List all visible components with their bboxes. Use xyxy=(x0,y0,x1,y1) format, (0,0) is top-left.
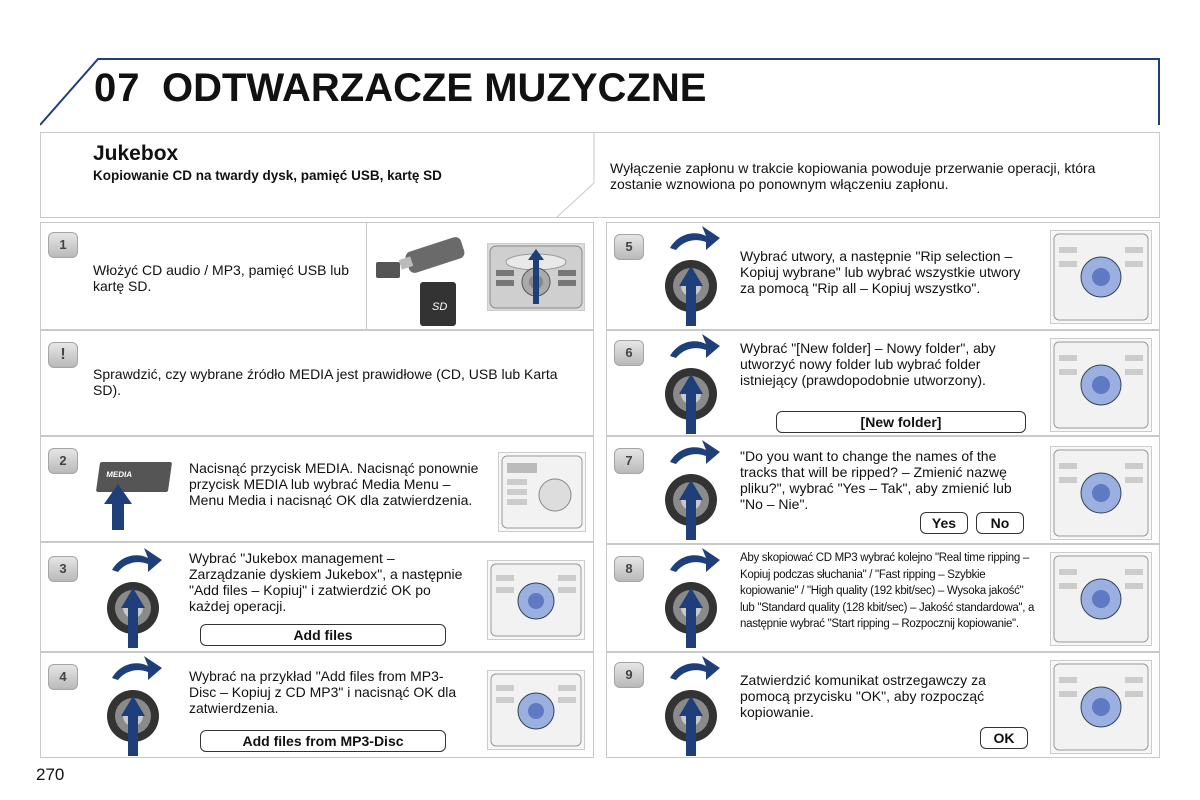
rotary-knob-icon xyxy=(102,654,164,756)
section-subtitle: Kopiowanie CD na twardy dysk, pamięć USB, kartę SD xyxy=(93,168,442,183)
step-1-badge: 1 xyxy=(48,232,78,258)
step-1-text: Włożyć CD audio / MP3, pamięć USB lub kartę SD. xyxy=(93,262,349,294)
ignition-note: Wyłączenie zapłonu w trakcie kopiowania powoduje przerwanie operacji, która zostanie wznowiona po ponownym włączeniu zapłonu. xyxy=(610,160,1096,192)
step-2-badge: 2 xyxy=(48,448,78,474)
no-option: No xyxy=(976,512,1024,534)
step-3-badge: 3 xyxy=(48,556,78,582)
rotary-knob-icon xyxy=(660,332,722,434)
rotary-knob-icon xyxy=(660,546,722,648)
step-7-text: "Do you want to change the names of the tracks that will be ripped? – Zmienić nazwę pliku?", wybrać "Yes – Tak", aby zmienić lub "No – Nie". xyxy=(740,448,1012,512)
step-8-badge: 8 xyxy=(614,556,644,582)
console-image xyxy=(1050,338,1152,432)
rotary-knob-icon xyxy=(660,224,722,326)
rotary-knob-icon xyxy=(102,546,164,648)
step-2-text: Nacisnąć przycisk MEDIA. Nacisnąć ponownie przycisk MEDIA lub wybrać Media Menu – Menu Media i nacisnąć OK dla zatwierdzenia. xyxy=(189,460,479,508)
section-title: Jukebox xyxy=(93,142,179,165)
step-9-badge: 9 xyxy=(614,662,644,688)
warning-badge: ! xyxy=(48,342,78,368)
svg-text:SD: SD xyxy=(432,301,448,313)
step-6-text: Wybrać "[New folder] – Nowy folder", aby utworzyć nowy folder lub wybrać folder istniejący (prawdopodobnie utworzony). xyxy=(740,340,996,388)
console-image xyxy=(1050,552,1152,646)
add-files-option: Add files xyxy=(200,624,446,646)
console-image xyxy=(498,452,586,532)
new-folder-option: [New folder] xyxy=(776,411,1026,433)
step-4-text: Wybrać na przykład "Add files from MP3-Disc – Kopiuj z CD MP3" i nacisnąć OK dla zatwierdzenia. xyxy=(189,668,457,716)
cd-slot-console-image xyxy=(487,243,585,311)
rotary-knob-icon xyxy=(660,654,722,756)
step-6-badge: 6 xyxy=(614,340,644,366)
step-8-text: Aby skopiować CD MP3 wybrać kolejno "Real time ripping – Kopiuj podczas słuchania" / "Fast ripping – Szybkie kopiowanie" / "High quality (192 kbit/sec) – Wysoka jakość" lub "Standard quality (128 kbit/sec) – Jakość standardowa", a następnie wybrać "Start ripping – Rozpocznij kopiowanie". xyxy=(740,552,1035,630)
page-number: 270 xyxy=(36,765,65,784)
console-image xyxy=(1050,446,1152,540)
console-image xyxy=(487,560,585,640)
console-image xyxy=(1050,230,1152,324)
rotary-knob-icon xyxy=(660,438,722,540)
media-button-image: MEDIA xyxy=(96,462,172,492)
console-image xyxy=(1050,660,1152,754)
yes-option: Yes xyxy=(920,512,968,534)
intro-divider xyxy=(536,133,596,219)
step-9-text: Zatwierdzić komunikat ostrzegawczy za pomocą przycisku "OK", aby rozpocząć kopiowanie. xyxy=(740,672,986,720)
add-files-mp3-option: Add files from MP3-Disc xyxy=(200,730,446,752)
chapter-title: ODTWARZACZE MUZYCZNE xyxy=(162,66,707,110)
step-4-badge: 4 xyxy=(48,664,78,690)
up-arrow-icon xyxy=(104,484,132,530)
usb-sd-icon xyxy=(372,228,472,326)
step-7-badge: 7 xyxy=(614,448,644,474)
step-3-text: Wybrać "Jukebox management – Zarządzanie dyskiem Jukebox", a następnie "Add files – Kopiuj" i zatwierdzić OK po każdej operacji. xyxy=(189,550,463,614)
console-image xyxy=(487,670,585,750)
warning-text: Sprawdzić, czy wybrane źródło MEDIA jest prawidłowe (CD, USB lub Karta SD). xyxy=(93,366,558,398)
chapter-number: 07 xyxy=(94,66,141,110)
step-5-text: Wybrać utwory, a następnie "Rip selection – Kopiuj wybrane" lub wybrać wszystkie utwory za pomocą "Rip all – Kopiuj wszystko". xyxy=(740,248,1021,296)
step-5-badge: 5 xyxy=(614,234,644,260)
ok-option: OK xyxy=(980,727,1028,749)
